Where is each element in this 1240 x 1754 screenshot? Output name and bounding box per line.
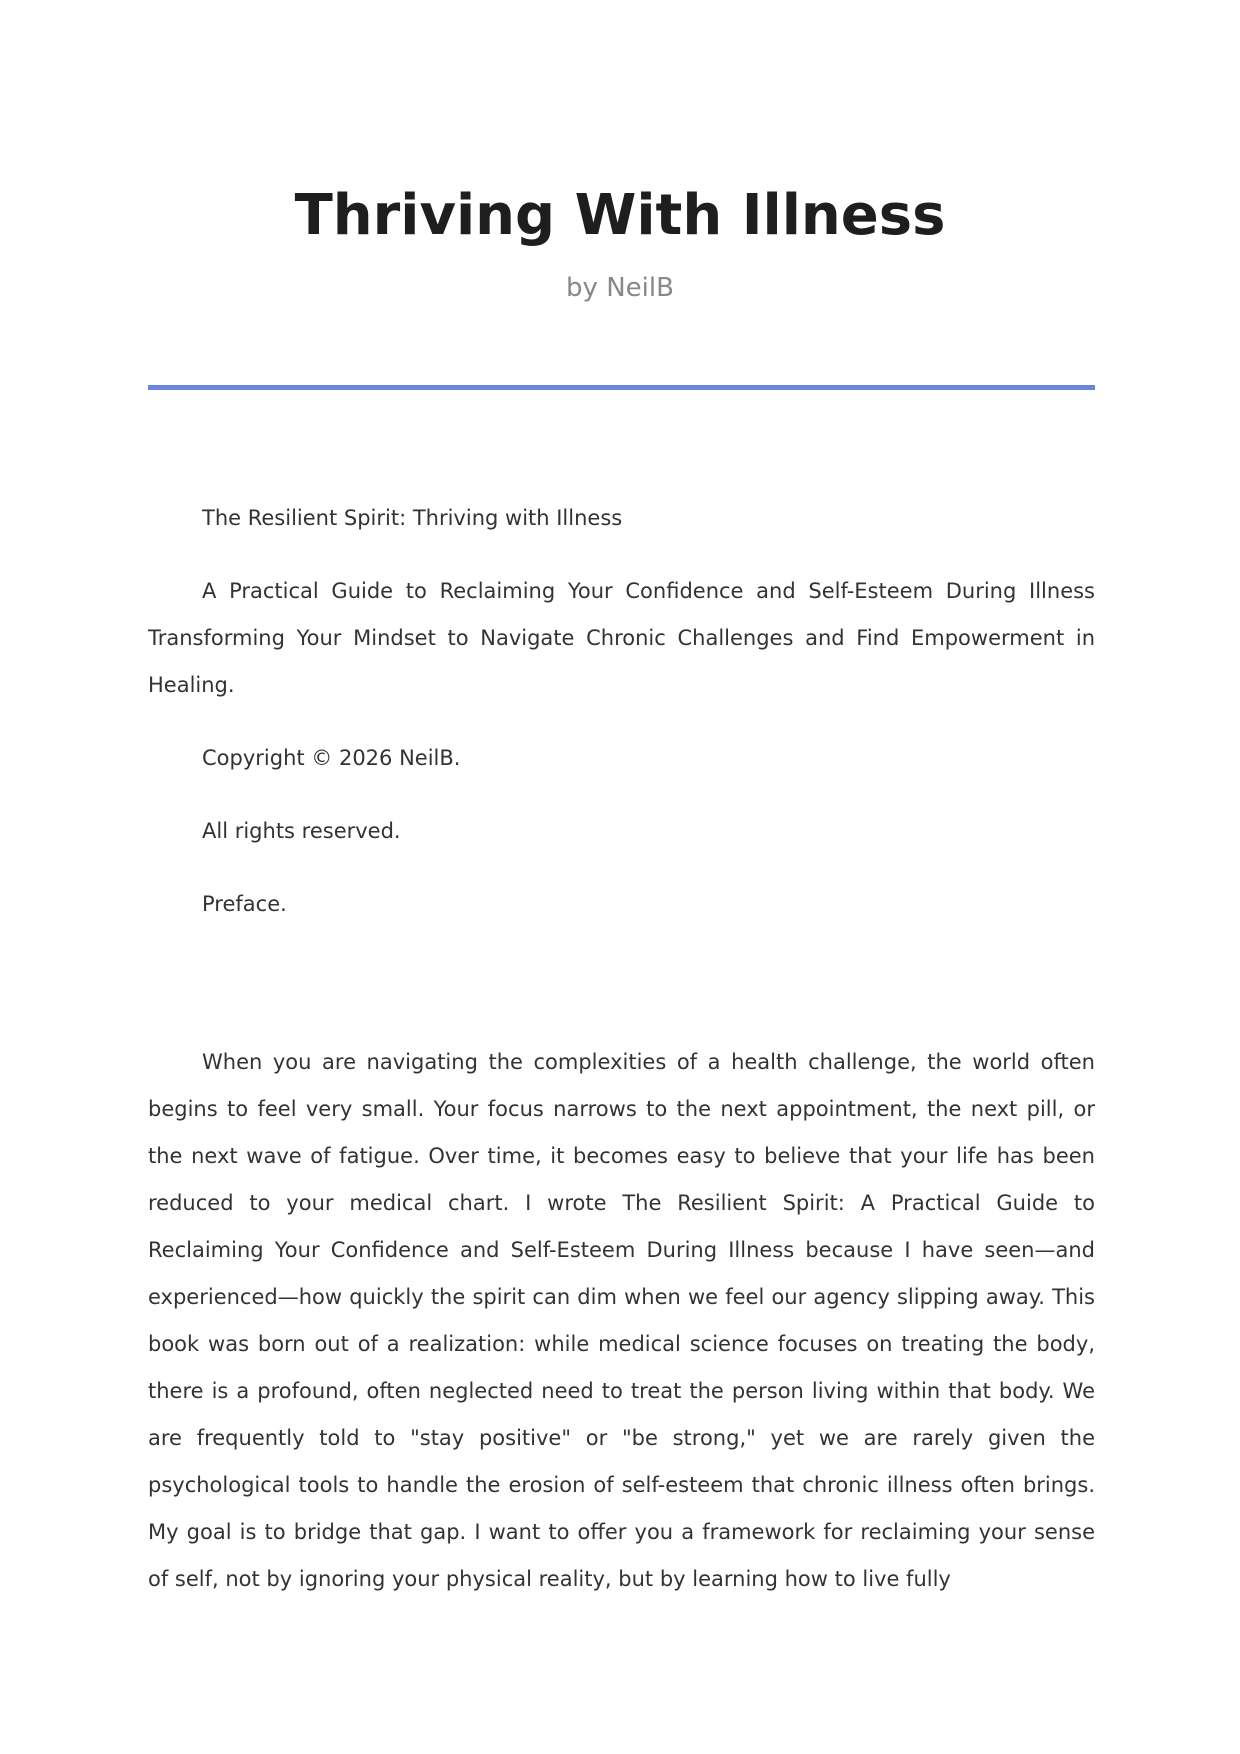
document-title: Thriving With Illness <box>294 183 946 248</box>
rights-notice: All rights reserved. <box>202 819 401 843</box>
preface-body <box>148 1039 1095 1603</box>
author-byline: by NeilB <box>566 273 674 303</box>
title-divider <box>148 385 1095 390</box>
book-subtitle: The Resilient Spirit: Thriving with Illness <box>202 506 623 530</box>
section-heading: Preface. <box>202 892 287 916</box>
preface-paragraph: When you are navigating the complexities of a health challenge, the world often begins to feel very small. Your focus narrows to the next appointment, the next pill, or the next wave of fatigue. Over time, it becomes easy to believe that your life has been reduced to your medical chart. I wrote The Resilient Spirit: A Practical Guide to Reclaiming Your Confidence and Self-Esteem During Illness because I have seen—and experienced—how quickly the spirit can dim when we feel our agency slipping away. This book was born out of a realization: while medical science focuses on treating the body, there is a profound, often neglected need to treat the person living within that body. We are frequently told to "stay positive" or "be strong," yet we are rarely given the psychological tools to handle the erosion of self-esteem that chronic illness often brings. My goal is to bridge that gap. I want to offer you a framework for reclaiming your sense of self, not by ignoring your physical reality, but by learning how to live fully <box>148 1050 1095 1591</box>
copyright-notice: Copyright © 2026 NeilB. <box>202 746 461 770</box>
book-description: A Practical Guide to Reclaiming Your Confidence and Self-Esteem During Illness Transforming Your Mindset to Navigate Chronic Challenges and Find Empowerment in Healing. <box>148 579 1095 697</box>
front-matter <box>148 495 1095 954</box>
